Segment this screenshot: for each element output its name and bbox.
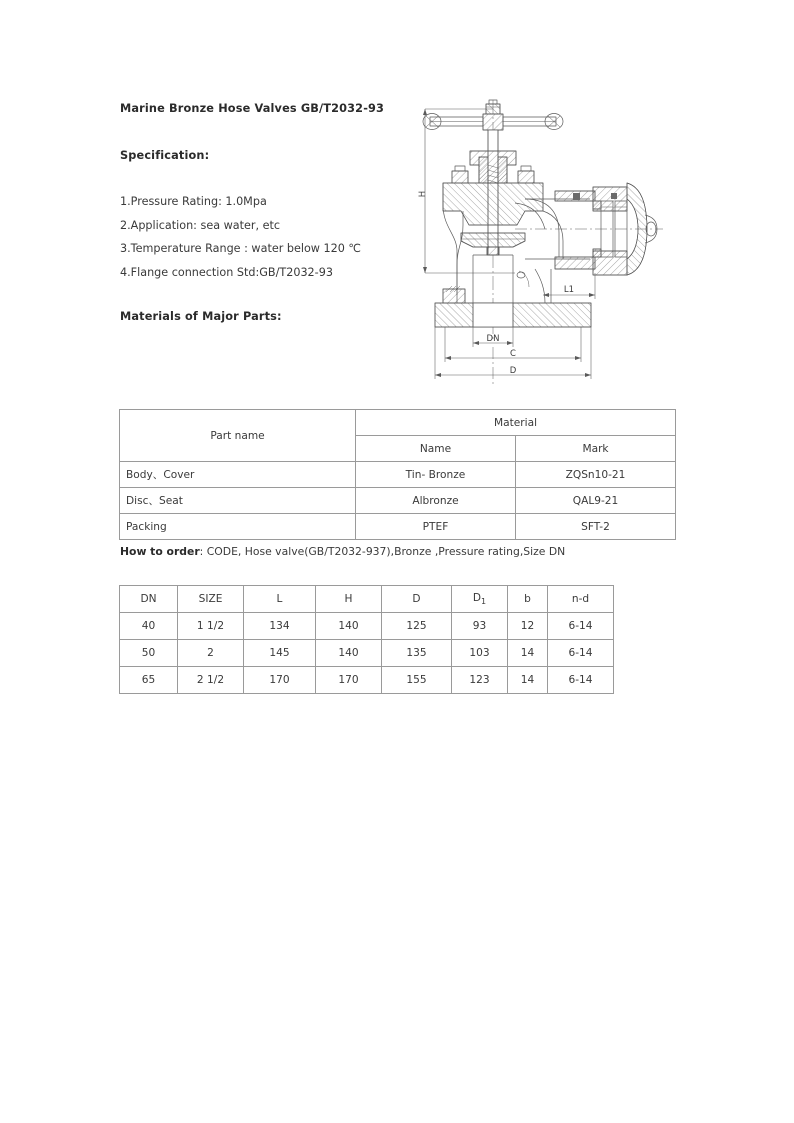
table-row — [120, 667, 614, 694]
specification-list — [120, 190, 450, 284]
page-title: Marine Bronze Hose Valves GB/T2032-93 — [120, 102, 385, 115]
table-row — [120, 488, 676, 514]
materials-heading: Materials of Major Parts: — [120, 310, 282, 323]
dimension-table — [119, 585, 614, 694]
dim-header-d: D — [382, 586, 452, 613]
drawing-label-c: C — [510, 349, 516, 359]
how-to-order-label: How to order — [120, 545, 200, 558]
dim-cell-size: 2 1/2 — [178, 667, 244, 694]
bonnet-gland — [470, 151, 516, 183]
materials-header-name: Name — [356, 436, 516, 462]
dim-header-size: SIZE — [178, 586, 244, 613]
table-row — [120, 613, 614, 640]
materials-cell-name: Tin- Bronze — [356, 462, 516, 488]
materials-table — [119, 409, 676, 540]
dim-header-l: L — [244, 586, 316, 613]
materials-cell-mark: ZQSn10-21 — [516, 462, 676, 488]
materials-cell-name: PTEF — [356, 514, 516, 540]
dim-cell-h: 140 — [316, 613, 382, 640]
table-row — [120, 586, 614, 613]
table-row — [120, 640, 614, 667]
table-row — [120, 462, 676, 488]
dim-cell-nd: 6-14 — [548, 613, 614, 640]
materials-cell-part: Body、Cover — [120, 462, 356, 488]
drawing-label-l1: L1 — [563, 285, 575, 295]
disc-seat — [461, 233, 525, 255]
dim-cell-nd: 6-14 — [548, 667, 614, 694]
dim-header-b: b — [508, 586, 548, 613]
dim-cell-d: 135 — [382, 640, 452, 667]
dim-cell-d1: 103 — [452, 640, 508, 667]
dim-cell-l: 134 — [244, 613, 316, 640]
materials-cell-mark: SFT-2 — [516, 514, 676, 540]
dim-cell-h: 140 — [316, 640, 382, 667]
how-to-order — [120, 545, 565, 558]
spec-item-application: 2.Application: sea water, etc — [120, 218, 281, 232]
dim-cell-h: 170 — [316, 667, 382, 694]
dim-cell-b: 14 — [508, 640, 548, 667]
drain-detail — [517, 271, 529, 287]
dim-cell-dn: 65 — [120, 667, 178, 694]
table-row — [120, 514, 676, 540]
dim-cell-d1: 123 — [452, 667, 508, 694]
dim-cell-d: 155 — [382, 667, 452, 694]
dim-cell-d: 125 — [382, 613, 452, 640]
how-to-order-text: : CODE, Hose valve(GB/T2032-937),Bronze ,Pressure rating,Size DN — [199, 545, 566, 558]
dim-header-dn: DN — [120, 586, 178, 613]
materials-header-material: Material — [356, 410, 676, 436]
handwheel-lever — [423, 100, 563, 130]
dim-cell-l: 145 — [244, 640, 316, 667]
spec-item-flange-connection: 4.Flange connection Std:GB/T2032-93 — [120, 265, 333, 279]
specification-heading: Specification: — [120, 149, 210, 162]
dim-header-d1-subscript: 1 — [481, 597, 487, 607]
dim-header-nd: n-d — [548, 586, 614, 613]
dim-cell-dn: 50 — [120, 640, 178, 667]
materials-cell-part: Packing — [120, 514, 356, 540]
valve-technical-drawing — [415, 95, 675, 395]
materials-header-mark: Mark — [516, 436, 676, 462]
materials-cell-mark: QAL9-21 — [516, 488, 676, 514]
dim-cell-nd: 6-14 — [548, 640, 614, 667]
dim-cell-b: 14 — [508, 667, 548, 694]
dim-cell-size: 2 — [178, 640, 244, 667]
materials-header-part-name: Part name — [120, 410, 356, 462]
dim-cell-size: 1 1/2 — [178, 613, 244, 640]
spec-item-temperature-range: 3.Temperature Range : water below 120 ℃ — [120, 242, 361, 255]
dim-cell-d1: 93 — [452, 613, 508, 640]
materials-cell-part: Disc、Seat — [120, 488, 356, 514]
dim-header-d1-base: D — [472, 591, 482, 604]
dim-header-h: H — [316, 586, 382, 613]
dim-header-d1 — [452, 586, 508, 613]
spec-item-pressure-rating: 1.Pressure Rating: 1.0Mpa — [120, 195, 267, 208]
table-row — [120, 410, 676, 436]
dim-cell-l: 170 — [244, 667, 316, 694]
materials-cell-name: Albronze — [356, 488, 516, 514]
drawing-label-d: D — [509, 366, 517, 376]
cover-bolt-left — [452, 166, 468, 183]
dim-cell-b: 12 — [508, 613, 548, 640]
cover-bolt-right — [518, 166, 534, 183]
drawing-label-h: H — [418, 190, 428, 198]
drawing-label-dn: DN — [486, 334, 500, 344]
dim-cell-dn: 40 — [120, 613, 178, 640]
